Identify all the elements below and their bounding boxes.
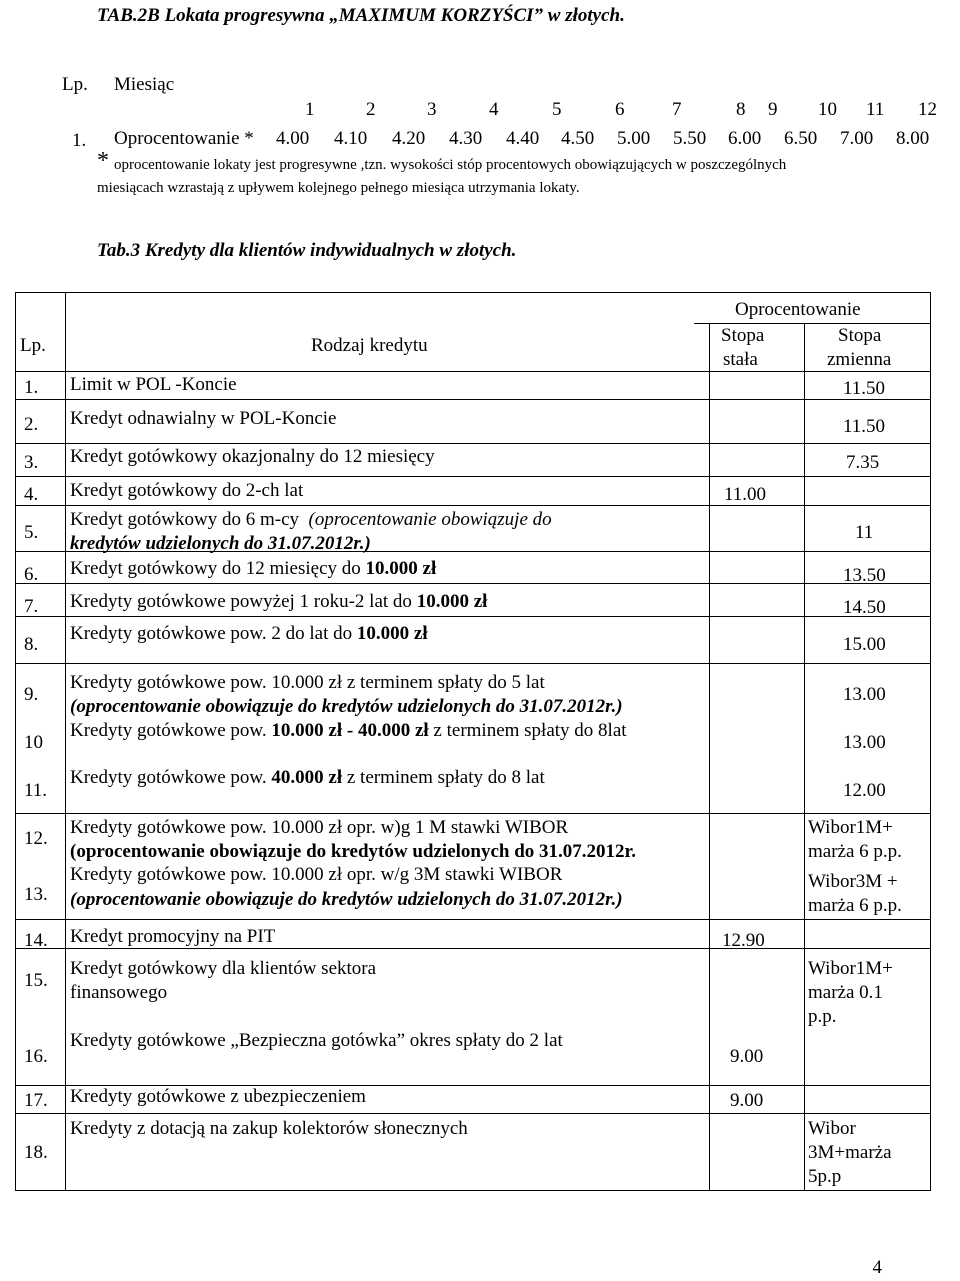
row-divider (16, 1113, 930, 1114)
header-rate: Oprocentowanie (735, 299, 861, 320)
col-divider-variable (804, 323, 805, 1190)
row-11-desc (70, 767, 545, 789)
rate-9: 6.00 (728, 128, 762, 149)
row-18-desc: Kredyty z dotacją na zakup kolektorów słonecznych (70, 1118, 468, 1139)
row-9-variable: 13.00 (843, 684, 886, 705)
row-11-num: 11. (24, 780, 48, 801)
row-15-variable-2: marża 0.1 (808, 982, 883, 1003)
row-18-variable-3: 5p.p (808, 1166, 842, 1187)
rate-8: 5.50 (673, 128, 707, 149)
header-lp: Lp. (20, 335, 46, 356)
row-8-desc-text: Kredyty gotówkowe pow. 2 do lat do (70, 623, 357, 644)
tab2b-month-label: Miesiąc (114, 74, 175, 95)
row-11-desc-term: z terminem spłaty do 8 lat (342, 767, 545, 788)
tab2b-row-num: 1. (72, 130, 87, 151)
row-17-num: 17. (24, 1090, 48, 1111)
row-1-variable: 11.50 (843, 378, 886, 399)
month-4: 4 (489, 99, 499, 120)
row-3-num: 3. (24, 452, 39, 473)
row-14-desc: Kredyt promocyjny na PIT (70, 926, 276, 947)
row-7-variable: 14.50 (843, 597, 886, 618)
row-15-variable-3: p.p. (808, 1006, 837, 1027)
row-2-desc: Kredyt odnawialny w POL-Koncie (70, 408, 337, 429)
row-5-desc-text: Kredyt gotówkowy do 6 m-cy (70, 509, 300, 530)
row-14-num: 14. (24, 930, 48, 951)
tab2b-title: TAB.2B Lokata progresywna „MAXIMUM KORZYŚCI” w złotych. (97, 5, 625, 26)
row-2-variable: 11.50 (843, 416, 886, 437)
rate-3: 4.20 (392, 128, 426, 149)
row-divider (16, 948, 930, 949)
month-1: 1 (305, 99, 315, 120)
row-divider (16, 371, 930, 372)
row-divider (16, 443, 930, 444)
row-divider (16, 583, 930, 584)
row-divider (16, 663, 930, 664)
row-4-num: 4. (24, 484, 39, 505)
row-18-variable-2: 3M+marża (808, 1142, 892, 1163)
row-5-desc-note: (oprocentowanie obowiązuje do (308, 509, 552, 530)
tab2b-row-label: Oprocentowanie * (114, 128, 254, 149)
row-4-desc: Kredyt gotówkowy do 2-ch lat (70, 480, 304, 501)
month-7: 7 (672, 99, 682, 120)
rate-7: 5.00 (617, 128, 651, 149)
row-13-variable-1: Wibor3M + (808, 871, 898, 892)
row-8-num: 8. (24, 634, 39, 655)
row-12-desc: Kredyty gotówkowe pow. 10.000 zł opr. w)g 1 M stawki WIBOR (70, 817, 569, 838)
month-10: 10 (818, 99, 837, 120)
rate-10: 6.50 (784, 128, 818, 149)
row-divider (16, 399, 930, 400)
row-10-desc-amount: 10.000 zł - 40.000 zł (271, 720, 429, 741)
rate-12: 8.00 (896, 128, 930, 149)
row-17-fixed: 9.00 (730, 1090, 764, 1111)
row-6-desc (70, 558, 436, 580)
month-12: 12 (918, 99, 937, 120)
header-variable-2: zmienna (827, 349, 892, 370)
row-5-desc-c: kredytów udzielonych do 31.07.2012r.) (70, 533, 371, 554)
row-15-num: 15. (24, 970, 48, 991)
row-9-desc-note: (oprocentowanie obowiązuje do kredytów udzielonych do 31.07.2012r.) (70, 696, 623, 717)
row-3-variable: 7.35 (846, 452, 880, 473)
row-12-desc-note: (oprocentowanie obowiązuje do kredytów udzielonych do 31.07.2012r. (70, 841, 636, 862)
row-divider (16, 476, 930, 477)
row-16-desc: Kredyty gotówkowe „Bezpieczna gotówka” okres spłaty do 2 lat (70, 1030, 563, 1051)
row-4-fixed: 11.00 (724, 484, 767, 505)
month-3: 3 (427, 99, 437, 120)
rate-2: 4.10 (334, 128, 368, 149)
row-7-desc-text: Kredyty gotówkowe powyżej 1 roku-2 lat do (70, 591, 417, 612)
row-10-desc-term: z terminem spłaty do 8lat (428, 720, 627, 741)
month-11: 11 (866, 99, 885, 120)
row-divider (16, 505, 930, 506)
row-5-desc-a (70, 509, 552, 531)
row-16-num: 16. (24, 1046, 48, 1067)
header-sub-divider (694, 323, 930, 324)
rate-4: 4.30 (449, 128, 483, 149)
row-12-variable-1: Wibor1M+ (808, 817, 893, 838)
row-7-desc (70, 591, 487, 613)
month-6: 6 (615, 99, 625, 120)
row-6-num: 6. (24, 564, 39, 585)
header-fixed-2: stała (723, 349, 758, 370)
row-3-desc: Kredyt gotówkowy okazjonalny do 12 miesięcy (70, 446, 435, 467)
row-1-desc: Limit w POL -Koncie (70, 374, 237, 395)
header-variable-1: Stopa (838, 325, 882, 346)
header-fixed-1: Stopa (721, 325, 765, 346)
row-6-variable: 13.50 (843, 565, 886, 586)
row-2-num: 2. (24, 414, 39, 435)
row-15-desc-2: finansowego (70, 982, 168, 1003)
row-divider (16, 919, 930, 920)
rate-1: 4.00 (276, 128, 310, 149)
rate-5: 4.40 (506, 128, 540, 149)
row-10-desc-text: Kredyty gotówkowe pow. (70, 720, 272, 741)
row-7-num: 7. (24, 596, 39, 617)
rate-11: 7.00 (840, 128, 874, 149)
row-17-desc: Kredyty gotówkowe z ubezpieczeniem (70, 1086, 366, 1107)
row-5-variable: 11 (855, 522, 874, 543)
footnote-star: * (97, 148, 109, 174)
row-6-desc-text: Kredyt gotówkowy do 12 miesięcy do (70, 558, 366, 579)
row-11-desc-amount: 40.000 zł (271, 767, 343, 788)
row-10-num: 10 (24, 732, 43, 753)
row-divider (16, 813, 930, 814)
tab2b-lp-label: Lp. (62, 74, 88, 95)
row-12-variable-2: marża 6 p.p. (808, 841, 902, 862)
row-15-desc: Kredyt gotówkowy dla klientów sektora (70, 958, 377, 979)
row-15-variable-1: Wibor1M+ (808, 958, 893, 979)
row-13-desc: Kredyty gotówkowe pow. 10.000 zł opr. w/g 3M stawki WIBOR (70, 864, 563, 885)
header-credit-type: Rodzaj kredytu (311, 335, 428, 356)
footnote-line-1: oprocentowanie lokaty jest progresywne ,tzn. wysokości stóp procentowych obowiązujących w poszczególnych (114, 157, 787, 173)
row-8-desc-amount: 10.000 zł (356, 623, 428, 644)
page-number: 4 (872, 1257, 882, 1278)
row-14-fixed: 12.90 (722, 930, 765, 951)
footnote-line-2: miesiącach wzrastają z upływem kolejnego pełnego miesiąca utrzymania lokaty. (97, 180, 580, 196)
row-divider (16, 616, 930, 617)
row-11-variable: 12.00 (843, 780, 886, 801)
row-13-num: 13. (24, 884, 48, 905)
row-9-num: 9. (24, 684, 39, 705)
row-8-desc (70, 623, 428, 645)
row-16-fixed: 9.00 (730, 1046, 764, 1067)
tab3-title: Tab.3 Kredyty dla klientów indywidualnych w złotych. (97, 240, 517, 261)
row-13-variable-2: marża 6 p.p. (808, 895, 902, 916)
row-9-desc: Kredyty gotówkowe pow. 10.000 zł z terminem spłaty do 5 lat (70, 672, 545, 693)
row-7-desc-amount: 10.000 zł (416, 591, 488, 612)
row-1-num: 1. (24, 377, 39, 398)
rate-6: 4.50 (561, 128, 595, 149)
month-8: 8 (736, 99, 746, 120)
row-10-variable: 13.00 (843, 732, 886, 753)
month-5: 5 (552, 99, 562, 120)
month-9: 9 (768, 99, 778, 120)
col-divider-fixed (709, 323, 710, 1190)
row-5-num: 5. (24, 522, 39, 543)
row-18-num: 18. (24, 1142, 48, 1163)
month-2: 2 (366, 99, 376, 120)
row-10-desc (70, 720, 627, 742)
col-divider-lp (65, 293, 66, 1190)
row-11-desc-text: Kredyty gotówkowe pow. (70, 767, 272, 788)
row-13-desc-note: (oprocentowanie obowiązuje do kredytów udzielonych do 31.07.2012r.) (70, 889, 623, 910)
row-8-variable: 15.00 (843, 634, 886, 655)
row-18-variable-1: Wibor (808, 1118, 856, 1139)
row-12-num: 12. (24, 828, 48, 849)
row-6-desc-amount: 10.000 zł (365, 558, 437, 579)
